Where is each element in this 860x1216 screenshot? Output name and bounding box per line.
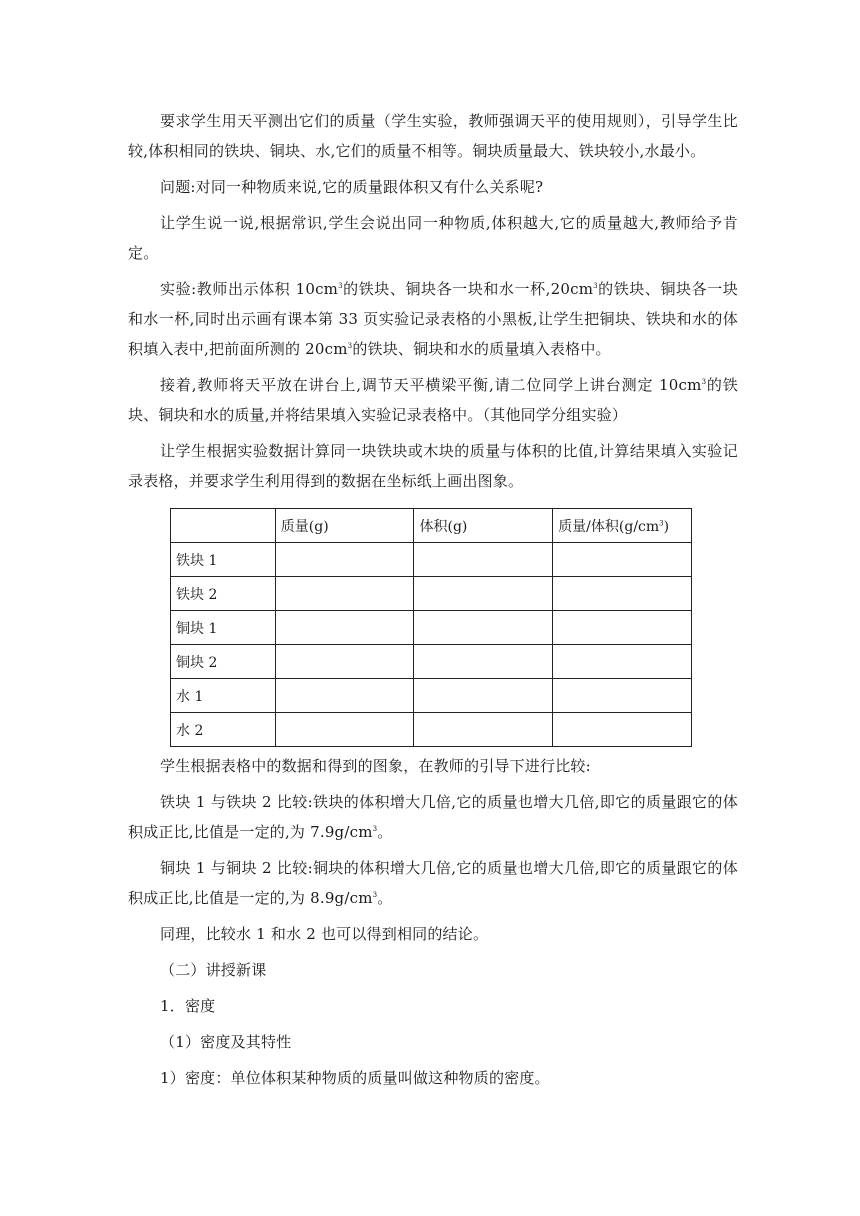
row-label-cell: 铜块 1 [171,611,276,645]
paragraph-text: 的铁块、铜块和水的质量,并将结果填入实验记录表格中。（其他同学分组实验） [128,376,738,424]
table-header-cell [171,509,276,543]
experiment-record-table [170,508,692,747]
paragraph [128,436,738,496]
table-row [171,645,692,679]
paragraph [128,208,738,268]
header-text: ) [663,518,670,535]
paragraph-text: 。 [377,889,393,907]
paragraph-text: 铜块 1 与铜块 2 比较:铜块的体积增大几倍,它的质量也增大几倍,即它的质量跟它的体积成正比,比值是一定的,为 8.9g/cm [128,859,738,907]
empty-cell [275,713,414,747]
paragraph-text: 实验:教师出示体积 10cm [160,280,339,298]
paragraph [128,787,738,847]
paragraph-text: 。 [377,823,393,841]
table-row [171,611,692,645]
section-heading [128,991,738,1021]
empty-cell [553,611,692,645]
heading-text: （1）密度及其特性 [160,1033,292,1051]
section-heading [128,955,738,985]
empty-cell [414,577,553,611]
heading-text: 1．密度 [160,997,216,1015]
table-row [171,577,692,611]
empty-cell [275,543,414,577]
empty-cell [414,713,553,747]
row-label-cell: 铜块 2 [171,645,276,679]
empty-cell [275,577,414,611]
row-label-cell: 水 2 [171,713,276,747]
row-label-cell: 铁块 2 [171,577,276,611]
empty-cell [414,611,553,645]
empty-cell [553,679,692,713]
table-header-cell [553,509,692,543]
paragraph [128,172,738,202]
header-text: 质量/体积(g/cm [558,518,660,535]
row-label-cell: 水 1 [171,679,276,713]
paragraph-text: 让学生说一说,根据常识,学生会说出同一种物质,体积越大,它的质量越大,教师给予肯定。 [128,214,738,262]
superscript: 3 [372,891,378,899]
superscript: 3 [372,825,378,833]
table-header-cell: 体积(g) [414,509,553,543]
paragraph-text: 的铁块、铜块各一块和水一杯,同时出示画有课本第 33 页实验记录表格的小黑板,让学生把铜块、铁块和水的体积填入表中,把前面所测的 20cm [128,280,738,358]
empty-cell [553,645,692,679]
superscript: 3 [701,378,707,386]
section-heading [128,1027,738,1057]
paragraph-text: 1）密度：单位体积某种物质的质量叫做这种物质的密度。 [160,1069,550,1087]
empty-cell [414,543,553,577]
paragraph-text: 要求学生用天平测出它们的质量（学生实验，教师强调天平的使用规则），引导学生比较,体积相同的铁块、铜块、水,它们的质量不相等。铜块质量最大、铁块较小,水最小。 [128,112,738,160]
superscript: 3 [659,518,664,527]
superscript: 3 [593,282,598,290]
heading-text: （二）讲授新课 [160,961,267,979]
empty-cell [275,645,414,679]
paragraph-text: 学生根据表格中的数据和得到的图象，在教师的引导下进行比较: [160,757,591,775]
paragraph-text: 接着,教师将天平放在讲台上,调节天平横梁平衡,请二位同学上讲台测定 10cm [160,376,702,394]
paragraph [128,1063,738,1093]
table-row [171,713,692,747]
empty-cell [553,577,692,611]
empty-cell [275,679,414,713]
empty-cell [553,713,692,747]
row-label-cell: 铁块 1 [171,543,276,577]
table-row [171,679,692,713]
paragraph [128,370,738,430]
paragraph-text: 的铁块、铜块各一块和水一杯,20cm [342,280,594,298]
paragraph-text: 问题:对同一种物质来说,它的质量跟体积又有什么关系呢? [160,178,544,196]
paragraph [128,853,738,913]
paragraph-text: 同理，比较水 1 和水 2 也可以得到相同的结论。 [160,925,489,943]
document-body [128,106,738,1099]
paragraph [128,919,738,949]
paragraph [128,274,738,364]
empty-cell [553,543,692,577]
table-header-row [171,509,692,543]
superscript: 3 [347,342,353,350]
superscript: 3 [338,282,343,290]
table-header-cell: 质量(g) [275,509,414,543]
paragraph-text: 的铁块、铜块和水的质量填入表格中。 [352,340,611,358]
paragraph [128,106,738,166]
empty-cell [414,679,553,713]
empty-cell [414,645,553,679]
table-row [171,543,692,577]
empty-cell [275,611,414,645]
paragraph-text: 铁块 1 与铁块 2 比较:铁块的体积增大几倍,它的质量也增大几倍,即它的质量跟它的体积成正比,比值是一定的,为 7.9g/cm [128,793,738,841]
paragraph-text: 让学生根据实验数据计算同一块铁块或木块的质量与体积的比值,计算结果填入实验记录表格，并要求学生利用得到的数据在坐标纸上画出图象。 [128,442,738,490]
paragraph [128,751,738,781]
